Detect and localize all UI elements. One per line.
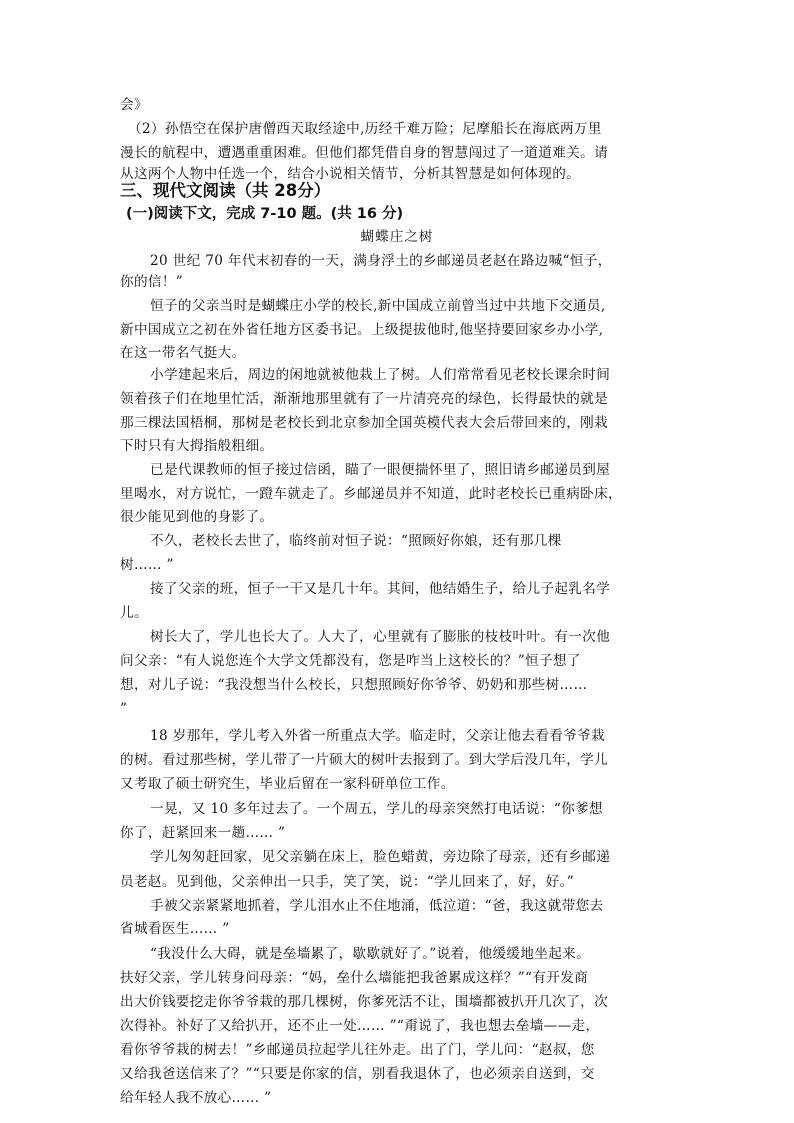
paragraph-line: 问父亲：“有人说您连个大学文凭都没有，您是咋当上这校长的？”恒子想了	[120, 653, 581, 669]
paragraph-line: 给年轻人我不放心…… ”	[120, 1090, 272, 1106]
paragraph-line: 里喝水，对方说忙，一蹬车就走了。乡邮递员并不知道，此时老校长已重病卧床，	[120, 486, 622, 502]
text-line: 会》	[120, 97, 148, 113]
paragraph-line: 手被父亲紧紧地抓着，学儿泪水止不住地涌，低泣道：“爸，我这就带您去	[150, 898, 604, 914]
paragraph-line: 不久，老校长去世了，临终前对恒子说：“照顾好你娘，还有那几棵	[150, 533, 562, 549]
paragraph-line: 在这一带名气挺大。	[120, 345, 246, 361]
paragraph-line: 很少能见到他的身影了。	[120, 509, 274, 525]
paragraph-line: 又考取了硕士研究生，毕业后留在一家科研单位工作。	[120, 776, 455, 792]
paragraph-line: 新中国成立之初在外省任地方区委书记。上级提拔他时,他坚持要回家乡办小学,	[120, 322, 604, 338]
paragraph-line: 20 世纪 70 年代末初春的一天，满身浮土的乡邮递员老赵在路边喊“恒子，	[150, 253, 612, 269]
paragraph-line: 你了，赶紧回来一趟…… ”	[120, 825, 286, 841]
paragraph-line: 儿。	[120, 605, 148, 621]
paragraph-line: 已是代课教师的恒子接过信函，瞄了一眼便揣怀里了，照旧请乡邮递员到屋	[150, 462, 611, 478]
paragraph-line: 想，对儿子说：“我没想当什么校长，只想照顾好你爷爷、奶奶和那些树……	[120, 677, 588, 693]
paragraph-line: 接了父亲的班，恒子一干又是几十年。其间，他结婚生子，给儿子起乳名学	[150, 581, 611, 597]
paragraph-line: 扶好父亲，学儿转身问母亲：“妈，垒什么墙能把我爸累成这样？”“有开发商	[120, 970, 589, 986]
text-line: 漫长的航程中，遭遇重重困难。但他们都凭借自身的智慧闯过了一道道难关。请	[120, 145, 609, 161]
paragraph-line: 的树。看过那些树，学儿带了一片硕大的树叶去报到了。到大学后没几年，学儿	[120, 752, 609, 768]
paragraph-line: 领着孩子们在地里忙活，渐渐地那里就有了一片清亮亮的绿色，长得最快的就是	[120, 391, 609, 407]
paragraph-line: 树…… ”	[120, 557, 174, 573]
paragraph-line: 员老赵。见到他，父亲伸出一只手，笑了笑，说：“学儿回来了，好，好。”	[120, 874, 574, 890]
paragraph-line: 18 岁那年，学儿考入外省一所重点大学。临走时，父亲让他去看看爷爷栽	[150, 728, 605, 744]
paragraph-line: 学儿匆匆赶回家，见父亲躺在床上，脸色蜡黄，旁边除了母亲，还有乡邮递	[150, 849, 611, 865]
text-line: 从这两个人物中任选一个，结合小说相关情节，分析其智慧是如何体现的。	[120, 166, 581, 182]
text-line: （2）孙悟空在保护唐僧西天取经途中,历经千难万险；尼摩船长在海底两万里	[128, 121, 602, 137]
story-title: 蝴蝶庄之树	[360, 229, 434, 245]
sub-heading: (一)阅读下文，完成 7-10 题。(共 16 分)	[126, 206, 404, 222]
paragraph-line: 又给我爸送信来了？”“只要是你家的信，别看我退休了，也必须亲自送到，交	[120, 1066, 595, 1082]
paragraph-line: 一晃，又 10 多年过去了。一个周五，学儿的母亲突然打电话说：“你爹想	[150, 801, 603, 817]
paragraph-line: 次得补。补好了又给扒开，还不止一处…… ”“甭说了，我也想去垒墙——走，	[120, 1018, 600, 1034]
paragraph-line: 树长大了，学儿也长大了。人大了，心里就有了膨胀的枝枝叶叶。有一次他	[150, 629, 611, 645]
paragraph-line: 省城看医生…… ”	[120, 921, 230, 937]
paragraph-line: 下时只有大拇指般粗细。	[120, 438, 274, 454]
section-heading: 三、现代文阅读（共 28分）	[120, 181, 331, 200]
paragraph-line: 那三棵法国梧桐，那树是老校长到北京参加全国英模代表大会后带回来的，刚栽	[120, 415, 609, 431]
paragraph-line: 出大价钱要挖走你爷爷栽的那几棵树，你爹死活不让，围墙都被扒开几次了，次	[120, 994, 609, 1010]
paragraph-line: ”	[120, 701, 128, 717]
paragraph-line: 恒子的父亲当时是蝴蝶庄小学的校长,新中国成立前曾当过中共地下交通员,	[150, 298, 606, 314]
paragraph-line: 你的信！”	[120, 274, 184, 290]
paragraph-line: 小学建起来后，周边的闲地就被他栽上了树。人们常常看见老校长课余时间	[150, 367, 611, 383]
paragraph-line: 看你爷爷栽的树去！”乡邮递员拉起学儿往外走。出了门，学儿问：“赵叔，您	[120, 1042, 595, 1058]
paragraph-line: “我没什么大碍，就是垒墙累了，歇歇就好了。”说着，他缓缓地坐起来。	[150, 946, 591, 962]
